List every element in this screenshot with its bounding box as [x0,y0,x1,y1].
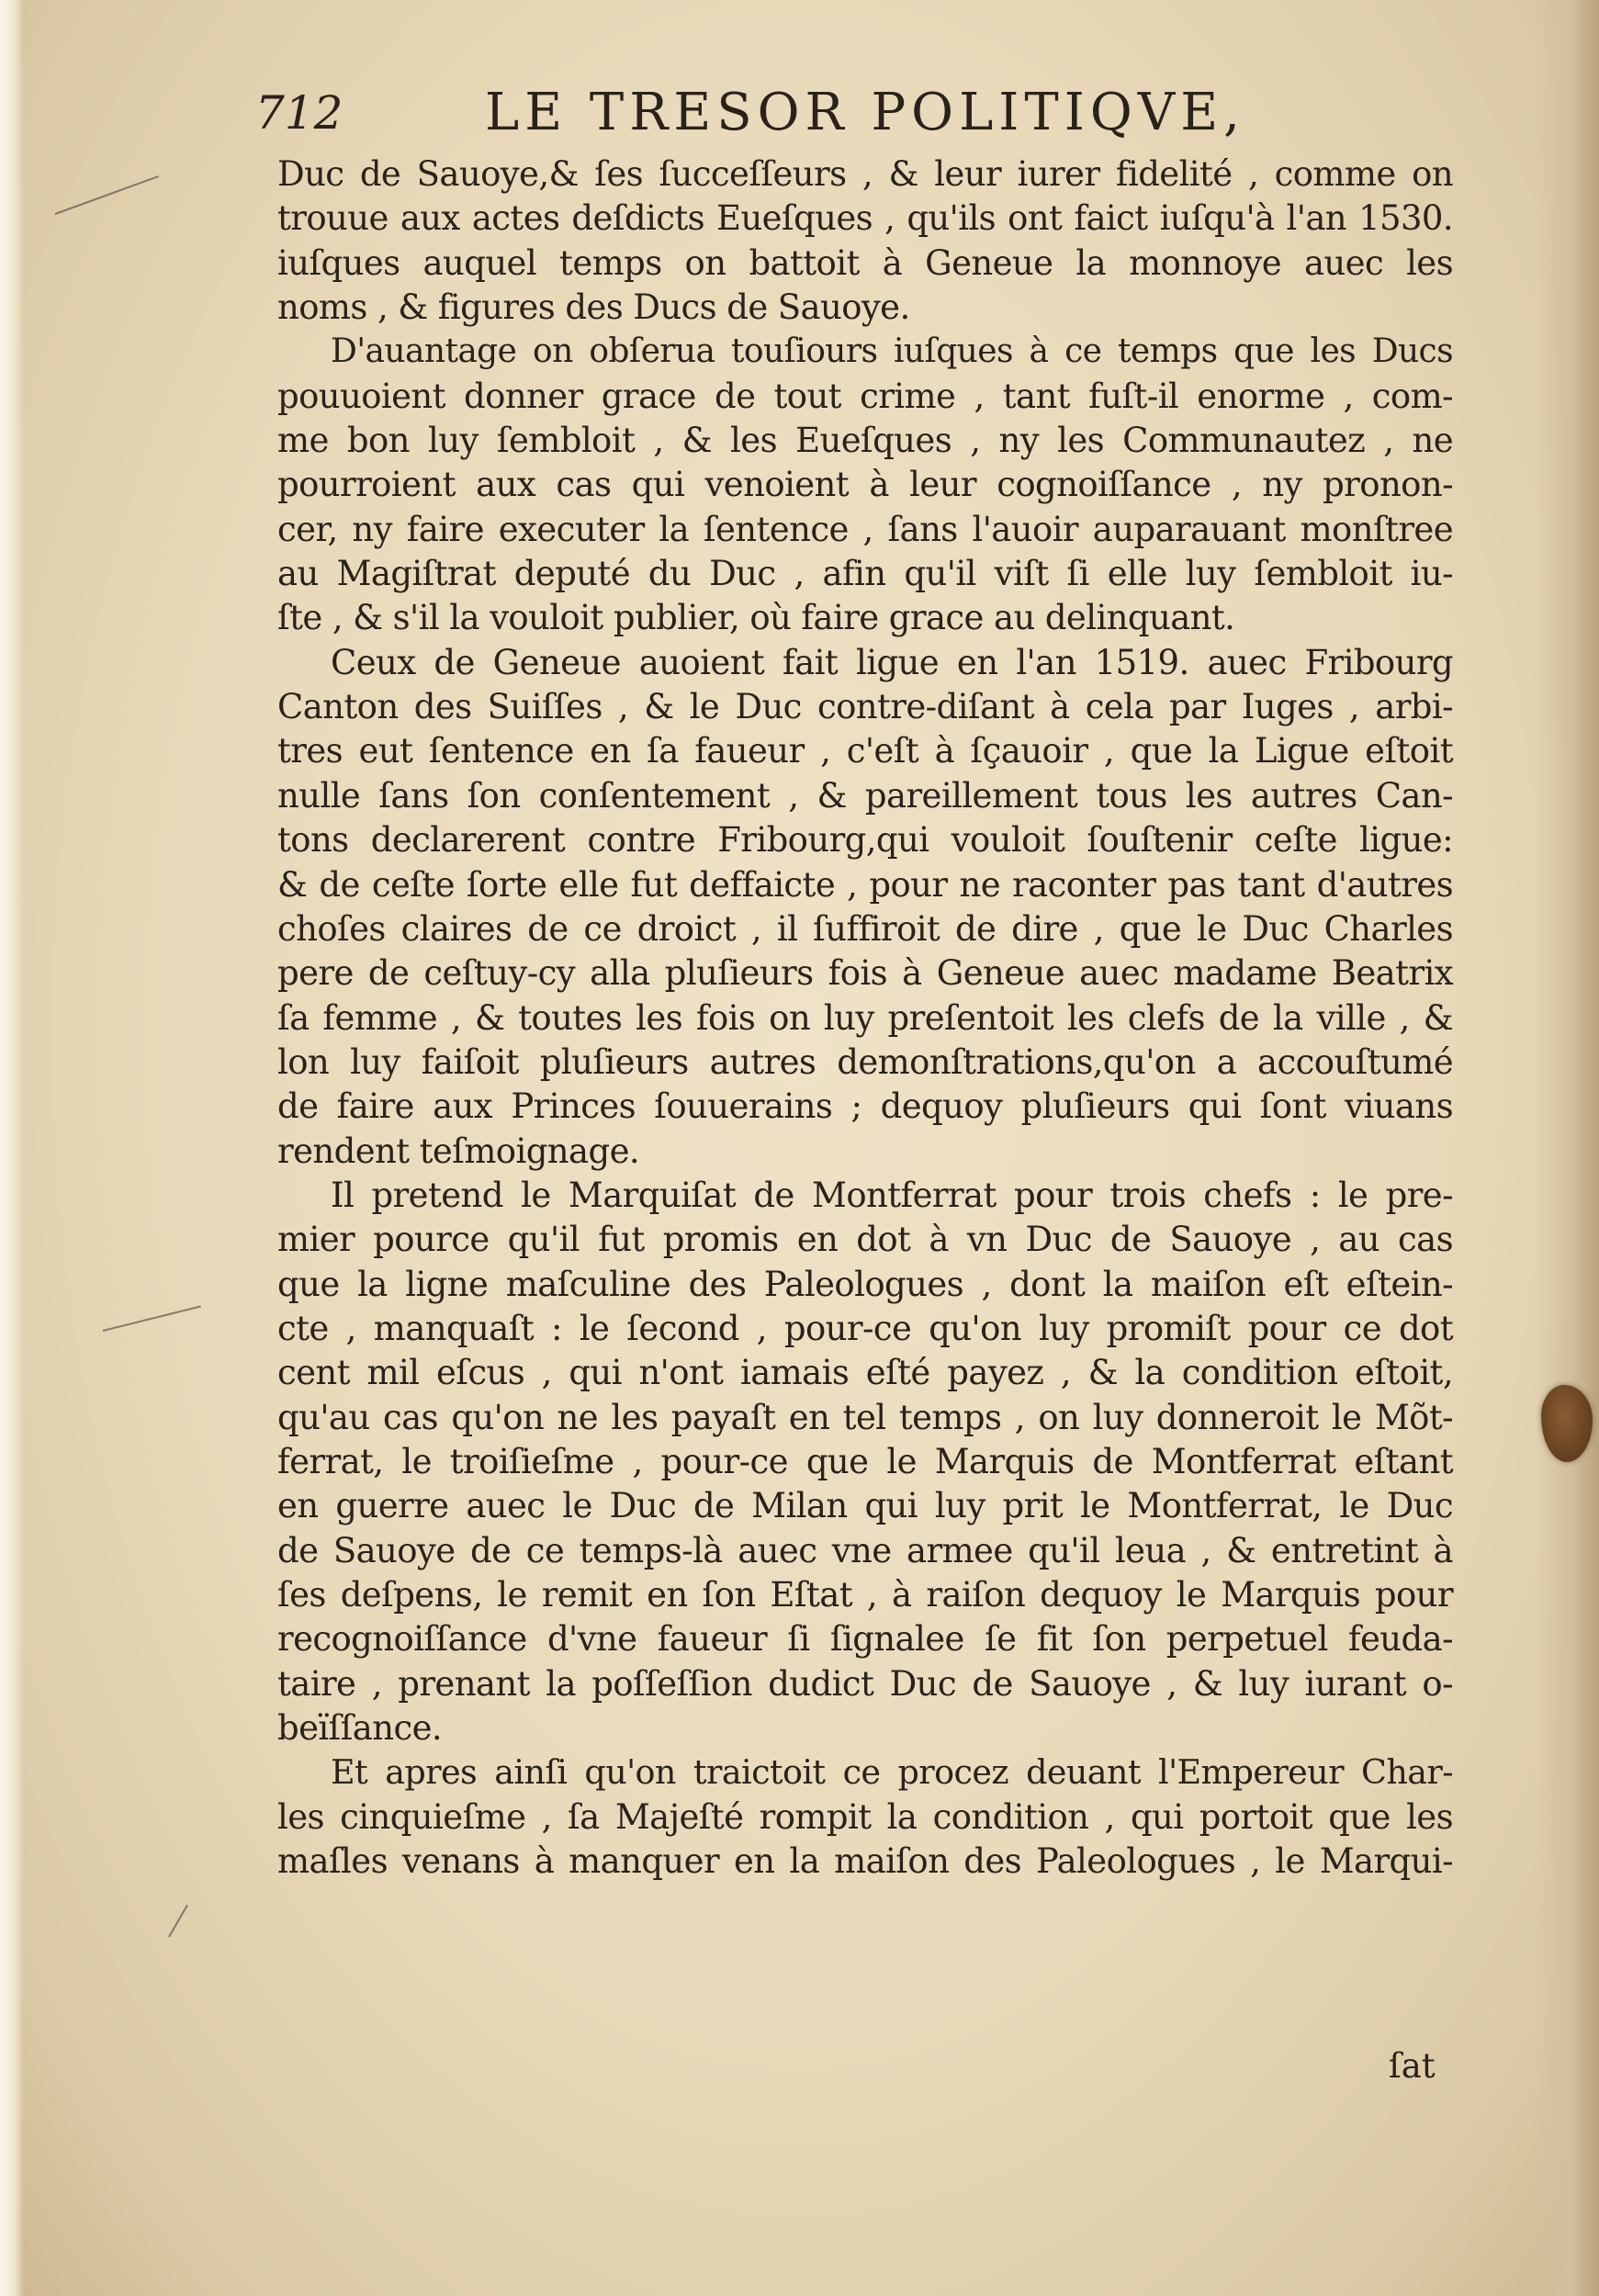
text-line: recognoiſſance d'vne faueur ſi ſignalee ſe fit ſon perpetuel feuda- [277,1619,1453,1660]
text-line: les cinquieſme , ſa Majeſté rompit la condition , qui portoit que les [277,1796,1453,1837]
text-line: ſa femme , & toutes les fois on luy preſentoit les clefs de la ville , & [277,997,1453,1038]
text-line: Canton des Suiſſes , & le Duc contre-diſant à cela par Iuges , arbi- [277,687,1453,727]
text-line: cent mil eſcus , qui n'ont iamais eſté payez , & la condition eſtoit, [277,1353,1453,1393]
margin-pen-mark-3 [168,1905,188,1938]
page-left-edge [0,0,24,2296]
text-line: maſles venans à manquer en la maiſon des Paleologues , le Marqui- [277,1841,1453,1882]
margin-pen-mark-1 [55,175,159,215]
text-line: en guerre auec le Duc de Milan qui luy prit le Montferrat, le Duc [277,1486,1453,1526]
text-line: Duc de Sauoye,& ſes ſucceſſeurs , & leur iurer fidelité , comme on [277,154,1453,194]
text-line: de Sauoye de ce temps-là auec vne armee qu'il leua , & entretint à [277,1530,1453,1570]
text-line: trouue aux actes deſdicts Eueſques , qu'ils ont faict iuſqu'à l'an 1530. [277,198,1453,239]
text-line: me bon luy ſembloit , & les Eueſques , ny les Communautez , ne [277,421,1453,461]
text-line: Ceux de Geneue auoient fait ligue en l'an 1519. auec Fribourg [331,642,1453,682]
page-header [255,81,1449,145]
text-line: de faire aux Princes ſouuerains ; dequoy pluſieurs qui ſont viuans [277,1086,1453,1127]
body-text [277,152,1453,1884]
text-line: D'auantage on obſerua touſiours iuſques à ce temps que les Ducs [331,332,1453,371]
catchword: ſat [1389,2046,1436,2086]
text-line: cer, ny faire executer la ſentence , ſans l'auoir auparauant monſtree [277,509,1453,549]
text-line: lon luy faiſoit pluſieurs autres demonſtrations,qu'on a accouſtumé [277,1041,1453,1082]
text-line: tres eut ſentence en ſa faueur , c'eſt à ſçauoir , que la Ligue eſtoit [277,731,1453,771]
text-line: tons declarerent contre Fribourg,qui vouloit ſouſtenir ceſte ligue: [277,820,1453,861]
text-line: ſte , & s'il la vouloit publier, où faire grace au delinquant. [277,598,1235,638]
text-line: ſes deſpens, le remit en ſon Eſtat , à raiſon dequoy le Marquis pour [277,1575,1453,1615]
text-line: pere de ceſtuy-cy alla pluſieurs fois à Geneue auec madame Beatrix [277,953,1453,994]
text-line: pourroient aux cas qui venoient à leur cognoiſſance , ny pronon- [277,465,1453,505]
text-line: choſes claires de ce droict , il ſuffiroit de dire , que le Duc Charles [277,908,1453,949]
text-line: noms , & figures des Ducs de Sauoye. [277,287,910,328]
text-line: pouuoient donner grace de tout crime , tant fuſt-il enorme , com- [277,376,1453,416]
text-line: cte , manquaſt : le ſecond , pour-ce qu'on luy promiſt pour ce dot [277,1308,1453,1348]
text-line: Et apres ainſi qu'on traictoit ce procez deuant l'Empereur Char- [331,1752,1453,1793]
text-line: taire , prenant la poſſeſſion dudict Duc de Sauoye , & luy iurant o- [277,1663,1453,1704]
page-right-edge [1535,0,1599,2296]
text-line: iuſques auquel temps on battoit à Geneue la monnoye auec les [277,242,1453,283]
text-line: ferrat, le troiſieſme , pour-ce que le Marquis de Montferrat eſtant [277,1441,1453,1481]
text-line: Il pretend le Marquiſat de Montferrat pour trois chefs : le pre- [331,1175,1453,1215]
text-line: que la ligne maſculine des Paleologues , dont la maiſon eſt eſtein- [277,1264,1453,1304]
text-line: mier pource qu'il fut promis en dot à vn Duc de Sauoye , au cas [277,1220,1453,1260]
text-line: au Magiſtrat deputé du Duc , afin qu'il viſt ſi elle luy ſembloit iu- [277,554,1453,594]
text-line: & de ceſte ſorte elle fut deffaicte , pour ne raconter pas tant d'autres [277,864,1453,905]
running-title: LE TRESOR POLITIQVE, [485,83,1245,142]
text-line: beïſſance. [277,1708,443,1749]
folio-number: 712 [255,86,343,140]
margin-pen-mark-2 [103,1305,201,1332]
text-line: nulle ſans ſon conſentement , & pareillement tous les autres Can- [277,775,1453,816]
text-line: rendent teſmoignage. [277,1131,640,1171]
text-line: qu'au cas qu'on ne les payaſt en tel temps , on luy donneroit le Mõt- [277,1397,1453,1437]
